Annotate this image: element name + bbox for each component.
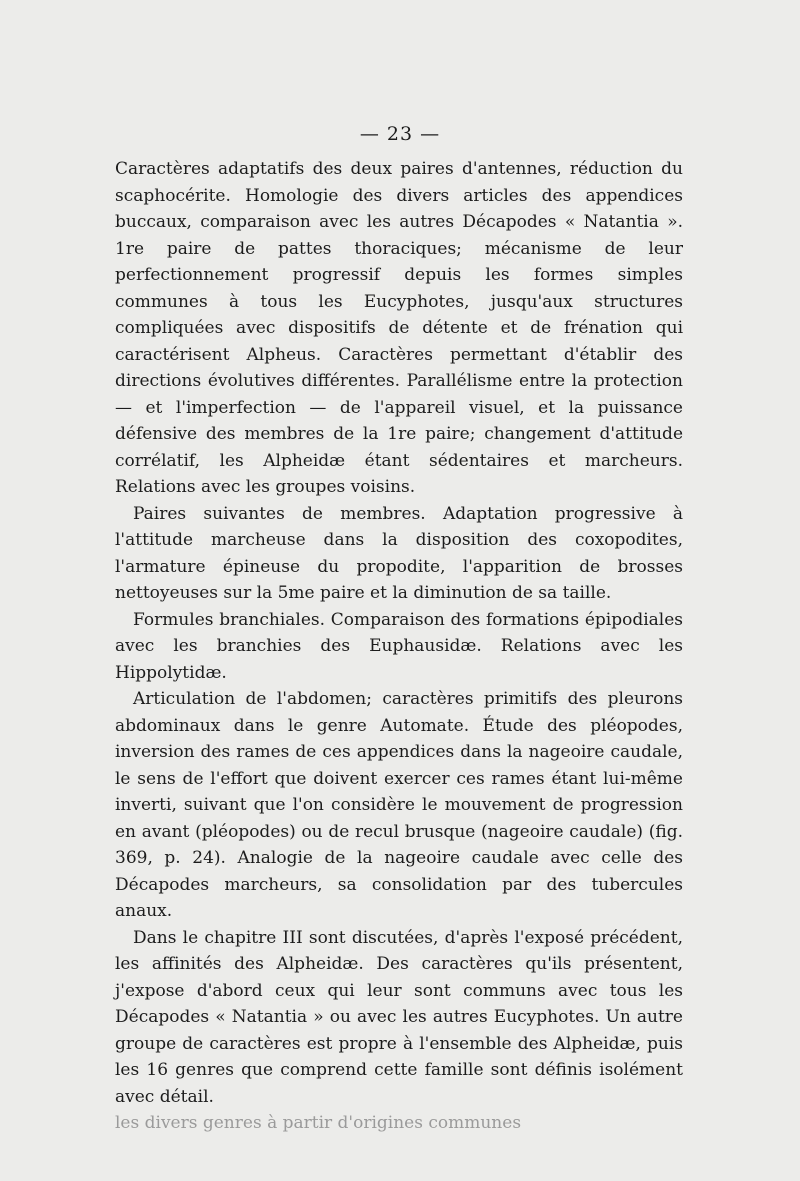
page-number: — 23 — bbox=[359, 123, 441, 145]
paragraph-branchial: Formules branchiales. Comparaison des formations épipodiales avec les branchies des Euphausidæ. Relations avec les Hippolytidæ. bbox=[115, 609, 683, 683]
paragraph-abdomen: Articulation de l'abdomen; caractères primitifs des pleurons abdominaux dans le genre Automate. Étude des pléopodes, inversion des rames de ces appendices dans la nageoire caudale, le sens de l'effort que doivent exercer ces rames étant lui-même inverti, suivant que l'on considère le mouvement de progression en avant (pléopodes) ou de recul brusque (nageoire caudale) (fig. 369, p. 24). Analogie de la nageoire caudale avec celle des Décapodes marcheurs, sa consolidation par des tubercules anaux. bbox=[115, 689, 683, 921]
text-body bbox=[115, 156, 683, 1137]
bleed-through-text: les divers genres à partir d'origines communes bbox=[115, 1113, 522, 1133]
paragraph-chapter-iii: Dans le chapitre III sont discutées, d'après l'exposé précédent, les affinités des Alpheidæ. Des caractères qu'ils présentent, j'expose d'abord ceux qui leur sont communs avec tous les Décapodes « Natantia » ou avec les autres Eucyphotes. Un autre groupe de caractères est propre à l'ensemble des Alpheidæ, puis les 16 genres que comprend cette famille sont définis isolément avec détail. bbox=[115, 927, 683, 1107]
paragraph-antennae: Caractères adaptatifs des deux paires d'antennes, réduction du scaphocérite. Homologie des divers articles des appendices buccaux, comparaison avec les autres Décapodes « Natantia ». 1re paire de pattes thoraciques; mécanisme de leur perfectionnement progressif depuis les formes simples communes à tous les Eucyphotes, jusqu'aux structures compliquées avec dispositifs de détente et de frénation qui caractérisent Alpheus. Caractères permettant d'établir des directions évolutives différentes. Parallélisme entre la protection — et l'imperfection — de l'appareil visuel, et la puissance défensive des membres de la 1re paire; changement d'attitude corrélatif, les Alpheidæ étant sédentaires et marcheurs. Relations avec les groupes voisins. bbox=[115, 159, 683, 497]
paragraph-legs: Paires suivantes de membres. Adaptation progressive à l'attitude marcheuse dans la disposition des coxopodites, l'armature épineuse du propodite, l'apparition de brosses nettoyeuses sur la 5me paire et la diminution de sa taille. bbox=[115, 503, 683, 603]
